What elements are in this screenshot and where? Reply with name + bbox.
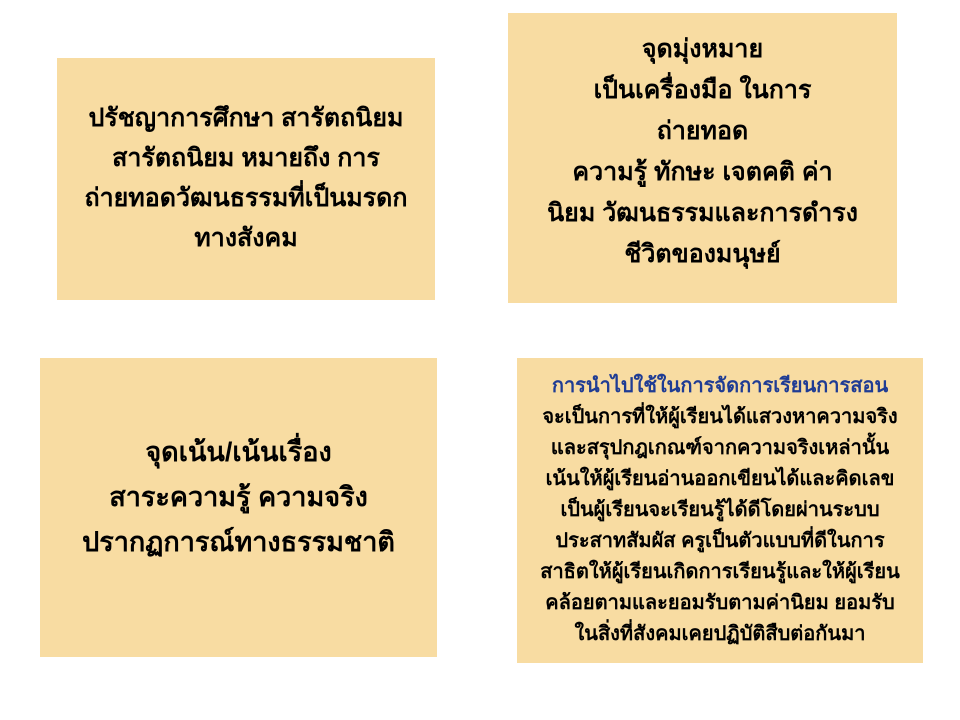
box-focus: [40, 358, 437, 657]
text-line: นิยม วัฒนธรรมและการดำรง: [547, 199, 858, 227]
text-line: เน้นให้ผู้เรียนอ่านออกเขียนได้และคิดเลข: [545, 468, 895, 490]
application-heading: การนำไปใช้ในการจัดการเรียนการสอน: [551, 375, 889, 397]
text-line: ประสาทสัมผัส ครูเป็นตัวแบบที่ดีในการ: [555, 530, 885, 552]
text-line: ทางสังคม: [194, 224, 298, 252]
text-line: ในสิ่งที่สังคมเคยปฏิบัติสืบต่อกันมา: [574, 623, 866, 645]
text-line: เป็นเครื่องมือ ในการ: [593, 76, 812, 104]
text-line: สารัตถนิยม หมายถึง การ: [112, 144, 380, 172]
text-line: ปรากฏการณ์ทางธรรมชาติ: [82, 527, 395, 557]
text-line: ถ่ายทอดวัฒนธรรมที่เป็นมรดก: [84, 184, 408, 212]
text-line: จะเป็นการที่ให้ผู้เรียนได้แสวงหาความจริง: [542, 406, 898, 428]
box-aim: [508, 13, 897, 303]
box-philosophy: [57, 58, 435, 300]
text-line: สาระความรู้ ความจริง: [109, 482, 368, 512]
text-line: เป็นผู้เรียนจะเรียนรู้ได้ดีโดยผ่านระบบ: [560, 499, 880, 521]
text-line: สาธิตให้ผู้เรียนเกิดการเรียนรู้และให้ผู้เรียน: [540, 561, 900, 583]
box-application: [517, 358, 923, 663]
text-line: จุดมุ่งหมาย: [641, 35, 764, 63]
text-line: ความรู้ ทักษะ เจตคติ ค่า: [572, 158, 833, 186]
text-line: ถ่ายทอด: [656, 117, 749, 145]
text-line: คล้อยตามและยอมรับตามค่านิยม ยอมรับ: [545, 592, 895, 614]
text-line: และสรุปกฎเกณฑ์จากความจริงเหล่านั้น: [550, 437, 890, 459]
text-line: ปรัชญาการศึกษา สารัตถนิยม: [88, 104, 404, 132]
text-line: จุดเน้น/เน้นเรื่อง: [145, 437, 332, 467]
text-line: ชีวิตของมนุษย์: [624, 240, 781, 268]
